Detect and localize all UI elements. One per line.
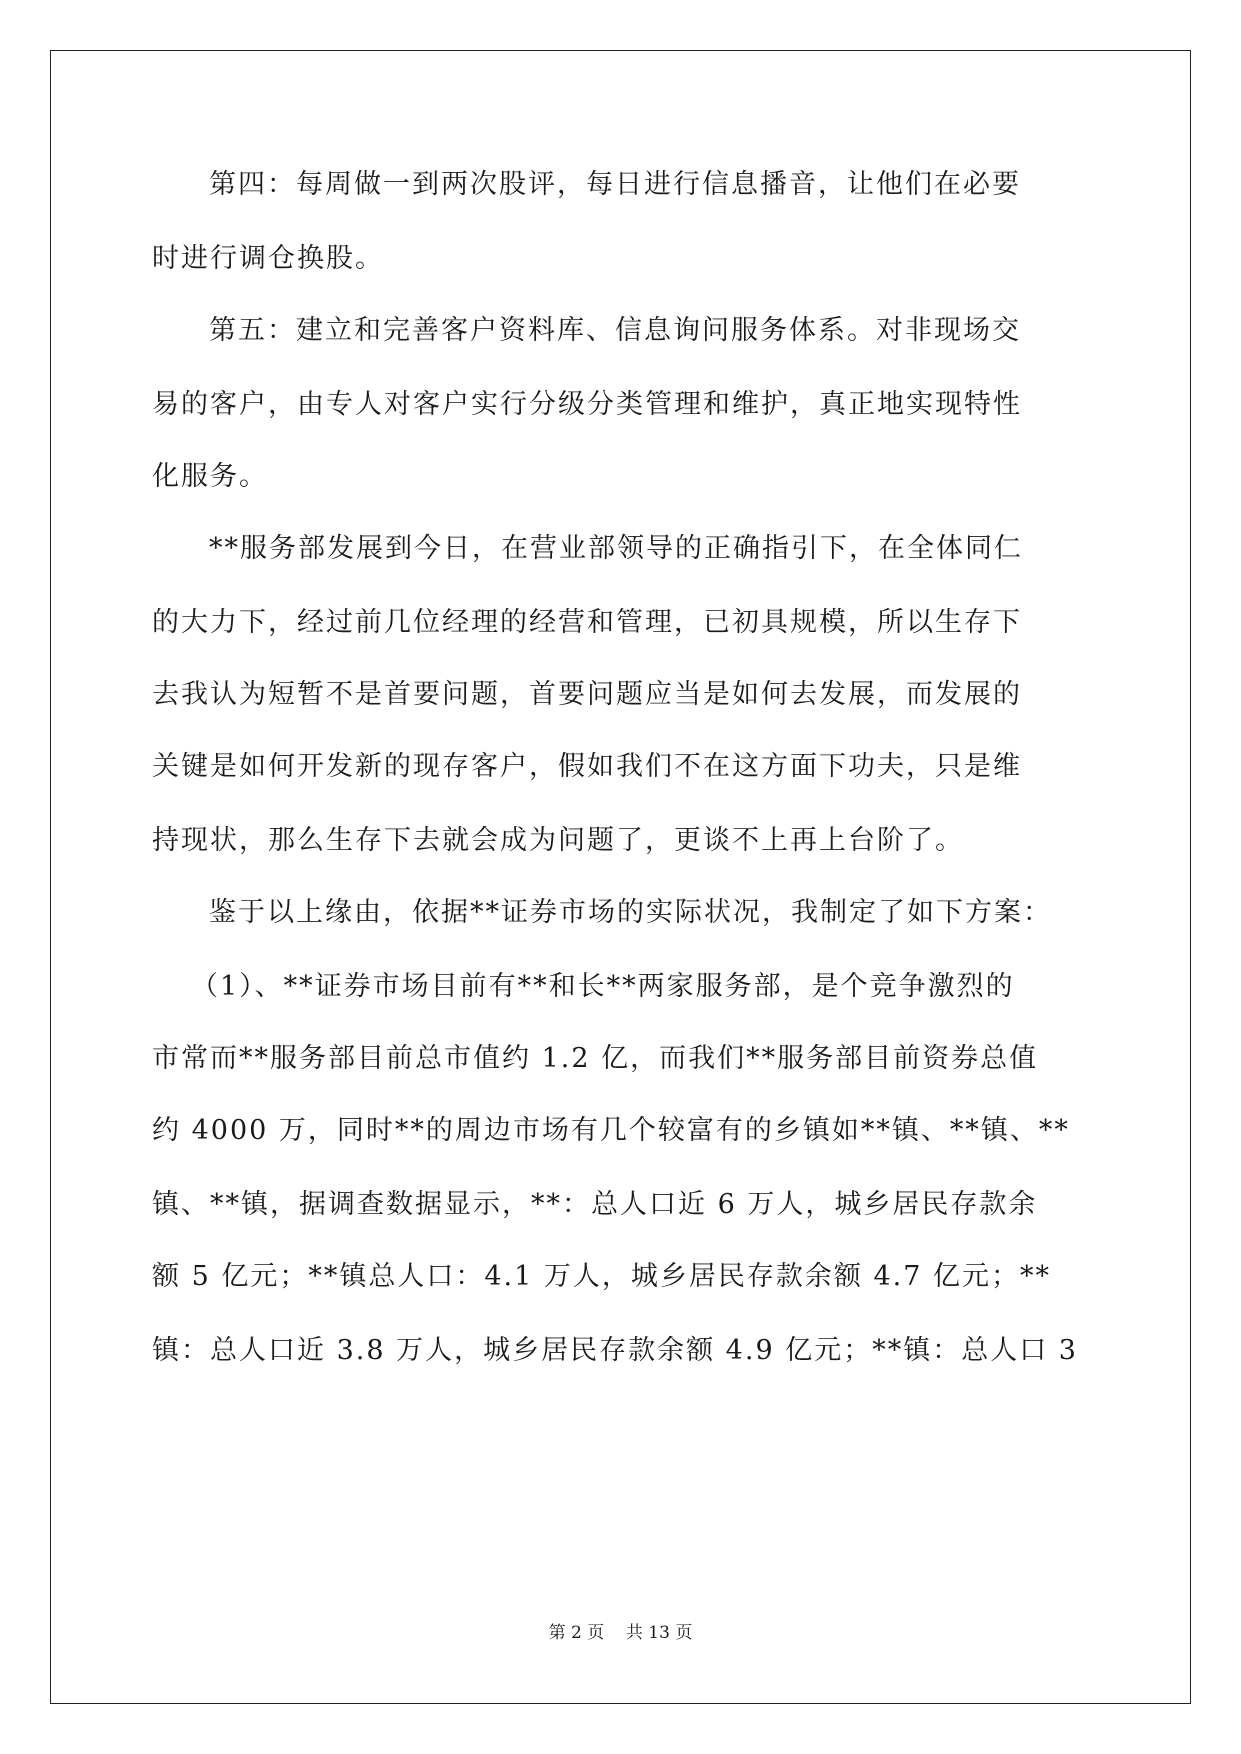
text-line: 镇、**镇，据调查数据显示，**：总人口近 6 万人，城乡居民存款余 (152, 1189, 1038, 1220)
text-line: 额 5 亿元；**镇总人口：4.1 万人，城乡居民存款余额 4.7 亿元；** (152, 1261, 1051, 1292)
text-line: 第四：每周做一到两次股评，每日进行信息播音，让他们在必要 (209, 169, 1021, 200)
page-number-footer: 第 2 页 共 13 页 (548, 1623, 693, 1643)
text-line: 持现状，那么生存下去就会成为问题了，更谈不上再上台阶了。 (152, 825, 964, 856)
text-line: 镇：总人口近 3.8 万人，城乡居民存款余额 4.9 亿元；**镇：总人口 3 (152, 1335, 1078, 1366)
text-line: 去我认为短暂不是首要问题，首要问题应当是如何去发展，而发展的 (152, 679, 1022, 710)
text-line: 关键是如何开发新的现存客户，假如我们不在这方面下功夫，只是维 (152, 751, 1022, 782)
page-border (50, 50, 1191, 1704)
text-line: 第五：建立和完善客户资料库、信息询问服务体系。对非现场交 (209, 315, 1021, 346)
text-line: 市常而**服务部目前总市值约 1.2 亿，而我们**服务部目前资券总值 (152, 1043, 1039, 1074)
text-line: 的大力下，经过前几位经理的经营和管理，已初具规模，所以生存下 (152, 607, 1022, 638)
text-line: 约 4000 万，同时**的周边市场有几个较富有的乡镇如**镇、**镇、** (152, 1115, 1070, 1146)
text-line: 易的客户，由专人对客户实行分级分类管理和维护，真正地实现特性 (152, 389, 1022, 420)
text-line: 时进行调仓换股。 (152, 243, 384, 274)
text-line: 鉴于以上缘由，依据**证券市场的实际状况，我制定了如下方案： (209, 897, 1052, 928)
text-line: **服务部发展到今日，在营业部领导的正确指引下，在全体同仁 (209, 533, 1023, 564)
text-line: （1）、**证券市场目前有**和长**两家服务部，是个竞争激烈的 (191, 971, 1015, 1002)
text-line: 化服务。 (152, 461, 268, 492)
